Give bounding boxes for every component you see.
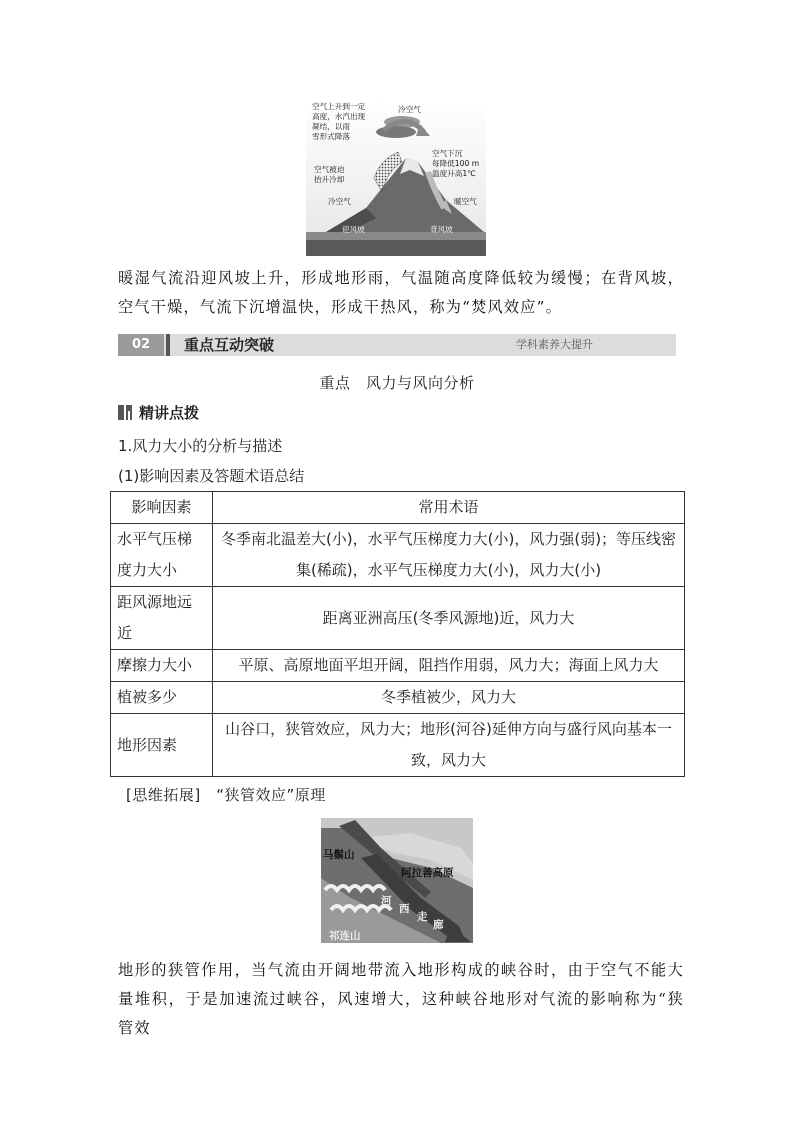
label-he: 河 [381, 895, 392, 907]
label-cold-top: 冷空气 [398, 105, 421, 114]
key-point-title: 重点 风力与风向分析 [319, 374, 475, 392]
label-rise: 雪形式降落 [312, 132, 350, 141]
label-lang: 廊 [433, 919, 444, 931]
subheading-1: 1.风力大小的分析与描述 [118, 437, 283, 455]
table-header-cell: 常用术语 [213, 492, 685, 524]
bookmark-icon [118, 405, 134, 420]
table-cell-term: 山谷口，狭管效应，风力大；地形(河谷)延伸方向与盛行风向基本一致，风力大 [213, 714, 685, 777]
label-rise: 高度，水汽出现 [312, 112, 366, 121]
label-cold-left: 冷空气 [328, 197, 351, 206]
table-row [111, 714, 685, 777]
table-cell-factor: 地形因素 [111, 714, 213, 777]
table-cell-factor: 距风源地远近 [111, 587, 213, 650]
label-alashan: 阿拉善高原 [401, 867, 454, 879]
foehn-effect-figure [306, 100, 486, 256]
paragraph-foehn: 暖湿气流沿迎风坡上升，形成地形雨，气温随高度降低较为缓慢；在背风坡，空气干燥，气流下沉增温快，形成干热风，称为“焚风效应”。 [118, 269, 684, 316]
table-row [111, 587, 685, 650]
label-windward: 迎风坡 [342, 225, 365, 234]
section-subtitle: 学科素养大提升 [516, 338, 593, 351]
label-zou: 走 [417, 911, 428, 923]
label-xi: 西 [399, 903, 410, 915]
section-separator [166, 334, 170, 356]
factors-table [110, 491, 685, 777]
label-forced: 抬升冷却 [314, 175, 345, 184]
label-leeward: 背风坡 [430, 225, 453, 234]
table-cell-factor: 摩擦力大小 [111, 650, 213, 682]
subheading-2: (1)影响因素及答题术语总结 [118, 467, 305, 485]
section-number: 02 [118, 334, 164, 356]
label-rise: 凝结，以雨 [312, 122, 350, 131]
table-cell-term: 冬季南北温差大(小)，水平气压梯度力大(小)，风力强(弱)；等压线密集(稀疏)，水平气压梯度力大(小)，风力大(小) [213, 524, 685, 587]
table-row [111, 524, 685, 587]
table-row [111, 650, 685, 682]
narrow-pipe-figure [321, 818, 473, 943]
thinking-extension-title: [思维拓展] “狭管效应”原理 [126, 786, 326, 804]
table-cell-term: 平原、高原地面平坦开阔，阻挡作用弱，风力大；海面上风力大 [213, 650, 685, 682]
heading-jingjiang: 精讲点拨 [139, 404, 200, 422]
table-header-row [111, 492, 685, 524]
label-mazong: 马鬃山 [323, 849, 355, 861]
label-forced: 空气被迫 [314, 165, 345, 174]
table-row [111, 682, 685, 714]
label-rise: 空气上升到一定 [312, 102, 366, 111]
paragraph-narrow-pipe: 地形的狭管作用，当气流由开阔地带流入地形构成的峡谷时，由于空气不能大量堆积，于是加速流过峡谷，风速增大，这种峡谷地形对气流的影响称为“狭管效 [118, 961, 684, 1037]
section-title: 重点互动突破 [184, 336, 275, 354]
table-header-cell: 影响因素 [111, 492, 213, 524]
label-sink: 每降低100 m [432, 159, 480, 168]
table-cell-term: 距离亚洲高压(冬季风源地)近，风力大 [213, 587, 685, 650]
label-qilian: 祁连山 [329, 930, 361, 942]
cloud [376, 126, 416, 138]
label-sink: 空气下沉 [432, 149, 463, 158]
table-cell-term: 冬季植被少，风力大 [213, 682, 685, 714]
table-cell-factor: 植被多少 [111, 682, 213, 714]
table-cell-factor: 水平气压梯度力大小 [111, 524, 213, 587]
label-sink: 温度升高1℃ [432, 169, 476, 178]
label-warm-right: 暖空气 [454, 197, 477, 206]
